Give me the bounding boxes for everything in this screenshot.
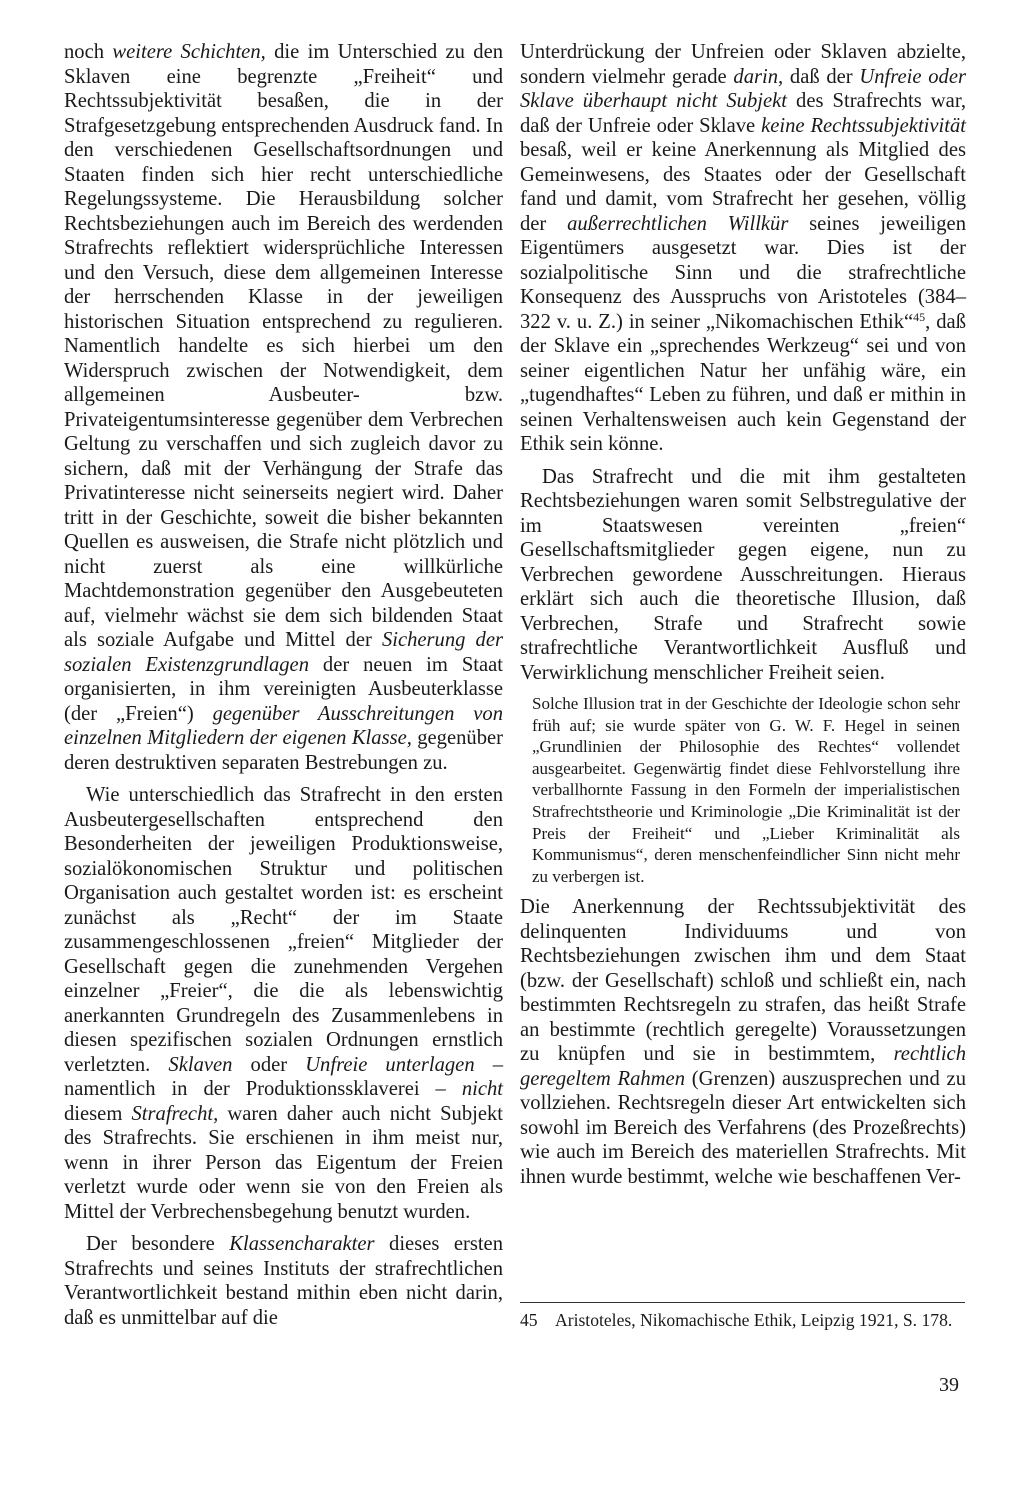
text-run: waren daher auch nicht Subjekt des Strafrechts. Sie erschienen in ihm meist nur, wenn in ihrer Person das Eigentum der Freien verletzt wurde oder wenn sie von den Freien als Mittel der Verbrechensbegehung benutzt wurden.	[64, 1102, 503, 1223]
footnote	[520, 1308, 965, 1332]
body-paragraph	[64, 1232, 503, 1330]
emphasis-text: darin,	[733, 65, 784, 88]
text-run: gegenüber deren destruktiven separaten Bestrebungen zu.	[64, 727, 503, 774]
emphasis-text: Sklaven	[168, 1053, 233, 1076]
text-run: die im Unterschied zu den Sklaven eine begrenzte „Freiheit“ und Rechtssubjektivität besaßen, die in der Strafgesetzgebung entsprechenden Ausdruck fand. In den verschiedenen Gesellschaftsordnungen und Staaten finden sich hier recht unterschiedliche Regelungssysteme. Die Herausbildung solcher Rechtsbeziehungen auch im Bereich des werdenden Strafrechts reflektiert widersprüchliche Interessen und den Versuch, diese dem allgemeinen Interesse der herrschenden Klasse in der jeweiligen historischen Situation entsprechend zu regulieren. Namentlich handelte es sich hierbei um den Widerspruch zwischen der Notwendigkeit, dem allgemeinen Ausbeuter- bzw. Privateigentumsinteresse gegenüber dem Verbrechen Geltung zu verschaffen und sich zugleich davor zu sichern, daß mit der Verhängung der Strafe das Privatinteresse nicht seinerseits negiert wird. Daher tritt in der Geschichte, soweit die bisher bekannten Quellen es ausweisen, die Strafe nicht plötzlich und nicht zuerst als eine willkürliche Machtdemonstration gegenüber den Ausgebeuteten auf, vielmehr wächst sie dem sich bildenden Staat als soziale Aufgabe und Mittel der	[64, 41, 504, 651]
note-paragraph	[532, 693, 960, 887]
text-run: Solche Illusion trat in der Geschichte der Ideologie schon sehr früh auf; sie wurde später von G. W. F. Hegel in seinen „Grundlinien der Philosophie des Rechtes“ vollendet ausgearbeitet. Gegenwärtig findet diese Fehlvorstellung ihre verballhornte Fassung in den Formeln der imperialistischen Strafrechtstheorie und Kriminologie „Die Kriminalität ist der Preis der Freiheit“ und „Lieber Kriminalität als Kommunismus“, deren menschenfeindlicher Sinn nicht mehr zu verbergen ist.	[532, 694, 960, 886]
footnote-body: Aristoteles, Nikomachische Ethik, Leipzig 1921, S. 178.	[555, 1310, 953, 1330]
indented-note	[532, 693, 960, 887]
emphasis-text: Strafrecht,	[131, 1102, 219, 1125]
page-number: 39	[939, 1374, 959, 1396]
text-run: der neuen im Staat organisierten, in ihm vereinigten Ausbeuterklasse (der „Freien“)	[64, 653, 503, 725]
emphasis-text: Unfreie oder Sklave überhaupt nicht Subjekt	[520, 65, 966, 112]
text-run: oder	[232, 1053, 306, 1076]
emphasis-text: außerrechtlichen Willkür	[567, 212, 789, 235]
text-run: seines jeweiligen Eigentümers ausgesetzt war. Dies ist der sozialpolitische Sinn und die strafrechtliche Konsequenz des Ausspruchs von Aristoteles (384–322 v. u. Z.) in seiner „Nikomachischen Ethik“	[520, 212, 966, 333]
text-run: Die Anerkennung der Rechtssubjektivität des delinquenten Individuums und von Rechtsbeziehungen zwischen ihm und dem Staat (bzw. der Gesellschaft) schloß und schließt ein, nach bestimmten Rechtsregeln zu strafen, das heißt Strafe an bestimmte (rechtlich geregelte) Voraussetzungen zu knüpfen und sie in bestimmtem,	[520, 896, 966, 1066]
footnote-text	[520, 1308, 965, 1332]
text-run: besaß, weil er keine Anerkennung als Mitglied des Gemeinwesens, des Staates oder der Gesellschaft fand und damit, vom Strafrecht her gesehen, völlig der	[520, 139, 966, 235]
emphasis-text: Unfreie unterlagen	[305, 1053, 475, 1076]
footnote-divider	[520, 1302, 965, 1303]
body-paragraph	[64, 783, 503, 1224]
emphasis-text: Klassencharakter	[229, 1233, 375, 1255]
text-run: Unterdrückung der Unfreien oder Sklaven abzielte, sondern vielmehr gerade	[520, 41, 966, 88]
emphasis-text: Sicherung der sozialen Existenzgrundlagen	[64, 629, 503, 676]
text-run: Wie unterschiedlich das Strafrecht in den ersten Ausbeutergesellschaften entsprechend den Besonderheiten der jeweiligen Produktionsweise, sozialökonomischen Struktur und politischen Organisation auch gestaltet worden ist: es erscheint zunächst als „Recht“ der im Staate zusammengeschlossenen „freien“ Mitglieder der Gesellschaft gegen die zunehmenden Vergehen einzelner „Freier“, die die als lebenswichtig anerkannten Grundregeln des Zusammenlebens in diesen spezifischen sozialen Ordnungen ernstlich verletzten.	[64, 784, 503, 1076]
footnote-ref: 45	[913, 309, 926, 324]
emphasis-text: rechtlich geregeltem Rahmen	[520, 1043, 966, 1090]
text-run: noch	[64, 41, 113, 63]
text-run: Das Strafrecht und die mit ihm gestalteten Rechtsbeziehungen waren somit Selbstregulative der im Staatswesen vereinten „freien“ Gesellschaftsmitglieder gegen eigene, nun zu Verbrechen gewordene Ausschreitungen. Hieraus erklärt sich auch die theoretische Illusion, daß Verbrechen, Strafe und Strafrecht sowie strafrechtliche Verantwortlichkeit Ausfluß und Verwirklichung menschlicher Freiheit seien.	[520, 465, 966, 684]
text-run: Der besondere	[86, 1233, 230, 1255]
body-paragraph	[520, 40, 966, 457]
body-paragraph	[520, 465, 966, 686]
right-column	[520, 40, 966, 1189]
body-paragraph	[64, 40, 503, 775]
text-run: dieses ersten Strafrechts und seines Instituts der strafrechtlichen Verantwortlichkeit bestand mithin eben nicht darin, daß es unmittelbar auf die	[64, 1233, 503, 1329]
footnote-number: 45	[520, 1310, 538, 1330]
text-run: daß der	[783, 65, 860, 88]
text-run: , daß der Sklave ein „sprechendes Werkzeug“ sei und von seiner eigentlichen Natur her unfähig wäre, ein „tugendhaftes“ Leben zu führen, und daß er mithin in seinen Verhaltensweisen auch kein Gegenstand der Ethik sein könne.	[520, 310, 966, 455]
emphasis-text: nicht	[461, 1078, 503, 1100]
emphasis-text: gegenüber Ausschreitungen von einzelnen Mitgliedern der eigenen Klasse,	[64, 702, 503, 749]
emphasis-text: keine Rechtssubjektivität	[761, 114, 966, 137]
text-run: (Grenzen) auszusprechen und zu vollziehen. Rechtsregeln dieser Art entwickelten sich sowohl im Bereich des Verfahrens (des Prozeßrechts) wie auch im Bereich des materiellen Strafrechts. Mit ihnen wurde bestimmt, welche wie beschaffenen Ver-	[520, 1067, 966, 1188]
text-run: diesem	[64, 1102, 132, 1125]
emphasis-text: weitere Schichten,	[112, 41, 266, 63]
body-paragraph	[520, 895, 966, 1189]
text-run: – namentlich in der Produktionssklaverei –	[64, 1053, 503, 1100]
left-column	[64, 40, 503, 1330]
text-run: des Strafrechts war, daß der Unfreie oder Sklave	[520, 90, 966, 137]
